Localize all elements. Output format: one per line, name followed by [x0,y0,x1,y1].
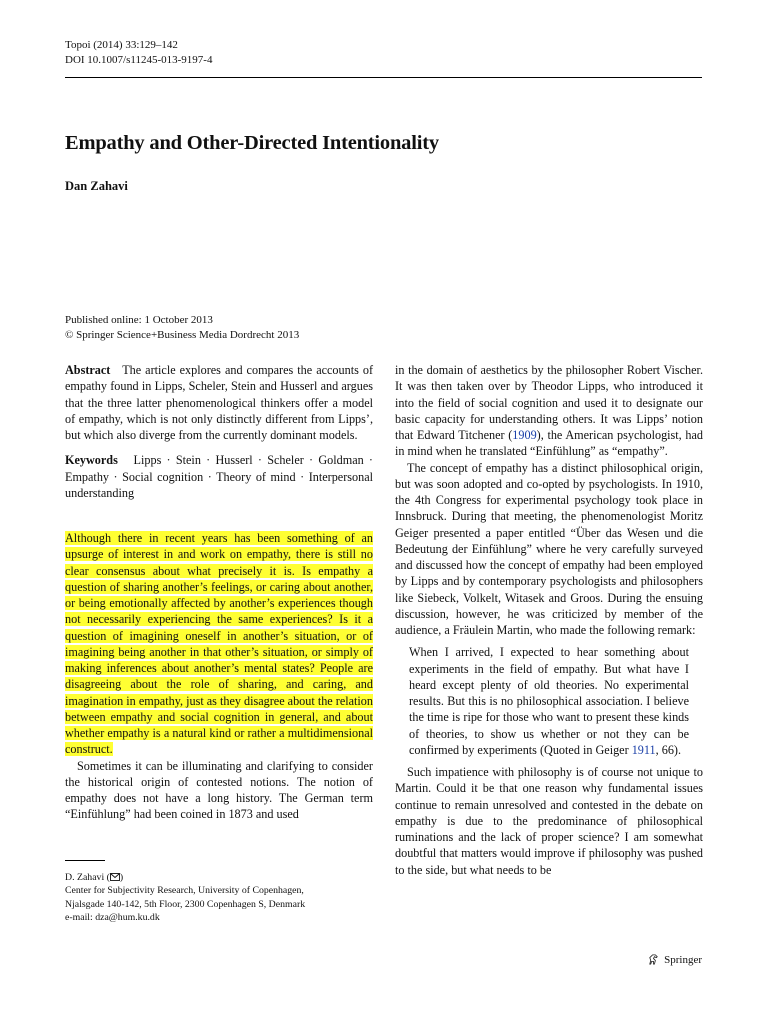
body-paragraph: Such impatience with philosophy is of course not unique to Martin. Could it be that one reason why fundamental issues continue to remain unresolved and contested in the debate on empathy is due to the predominance of philosophical ruminations and the lack of proper science? I am somewhat doubtful that matters would improve if philosophy was pushed to the side, but what needs to be [395,765,703,877]
citation-link-1909[interactable]: 1909 [512,428,537,442]
body-paragraph: Sometimes it can be illuminating and clarifying to consider the historical origin of contested notions. The notion of empathy does not have a long history. The German term “Einfühlung” had been coined in 1873 and used [65,758,373,822]
block-quote: When I arrived, I expected to hear something about experiments in the field of empathy. But what have I heard except plenty of old theories. No experimental results. But this is no philosophical association. I believe the time is ripe for those who want to present these kinds of theories, to show us whether or not they can be confirmed by experiments (Quoted in Geiger 1911, 66). [409,645,689,757]
body-paragraph: The concept of empathy has a distinct philosophical origin, but was soon adopted and co-opted by psychologists. In 1910, the 4th Congress for experimental psychology took place in Innsbruck. During that meeting, the phenomenologist Moritz Geiger presented a paper entitled “Über das Wesen und die Bedeutung der Einfühlung” where he very carefully surveyed and discussed how the concept of empathy had been employed by Lipps and by contemporary psychologists and philosophers like Siebeck, Volkelt, Witasek and Groos. During the ensuing discussion, however, he was criticized by member of the audience, a Fräulein Martin, who made the following remark: [395,460,703,637]
publisher-logo [647,953,702,966]
abstract-label: Abstract [65,363,111,377]
footnote-affiliation: Center for Subjectivity Research, University of Copenhagen, [65,885,304,897]
footnote-author: D. Zahavi ( ) [65,872,124,883]
body-paragraph: in the domain of aesthetics by the philosopher Robert Vischer. It was then taken over by Theodor Lipps, who introduced it into the field of social cognition and used it to designate our basic capacity for understanding others. It was Lipps’ notion that Edward Titchener (1909), the American psychologist, had in mind when he translated “Einfühlung” as “empathy”. [395,363,703,459]
intro-paragraph [65,530,373,758]
publisher-name: Springer [664,953,702,966]
abstract [65,362,373,443]
citation-link-1911[interactable]: 1911 [631,742,656,757]
author-footnote [65,871,305,924]
footnote-address: Njalsgade 140-142, 5th Floor, 2300 Copenhagen S, Denmark [65,898,306,910]
right-column [395,362,703,878]
journal-citation: Topoi (2014) 33:129–142 [65,39,178,51]
header-rule [65,77,702,78]
published-date: Published online: 1 October 2013 [65,314,213,326]
footnote-rule [65,860,105,861]
author-name: Dan Zahavi [65,179,128,193]
springer-horse-icon [647,953,660,966]
copyright: © Springer Science+Business Media Dordrecht 2013 [65,329,300,341]
keywords-label: Keywords [65,453,118,468]
footnote-email: e-mail: dza@hum.ku.dk [65,911,160,923]
abstract-text: The article explores and compares the accounts of empathy found in Lipps, Scheler, Stein and Husserl and argues that the three latter phenomenological thinkers offer a model of empathy, which is not only distinctly different from Lipps’, but which also diverge from the currently dominant models. [65,363,373,442]
article-title: Empathy and Other-Directed Intentionality [65,132,439,154]
journal-header [65,38,212,68]
doi: DOI 10.1007/s11245-013-9197-4 [65,54,213,66]
keywords [65,452,373,501]
left-column [65,362,373,823]
keywords-text: Lipps · Stein · Husserl · Scheler · Goldman · Empathy · Social cognition · Theory of mind · Interpersonal understanding [65,453,373,500]
envelope-icon [110,873,120,881]
highlighted-text: Although there in recent years has been something of an upsurge of interest in and work on empathy, there is still no clear consensus about what precisely it is. Is empathy a question of sharing another’s feelings, or caring about another, or being emotionally affected by another’s experiences though not necessarily experiencing the same experiences? Is it a question of imagining oneself in another’s situation, or of imagining being another in that other’s situation, or simply of making inferences about another’s mental states? People are disagreeing about the role of sharing, and caring, and imagination in empathy, just as they disagree about the relation between empathy and social cognition in general, and about whether empathy is a natural kind or rather a multidimensional construct. [65,531,373,757]
publication-info [65,313,299,343]
